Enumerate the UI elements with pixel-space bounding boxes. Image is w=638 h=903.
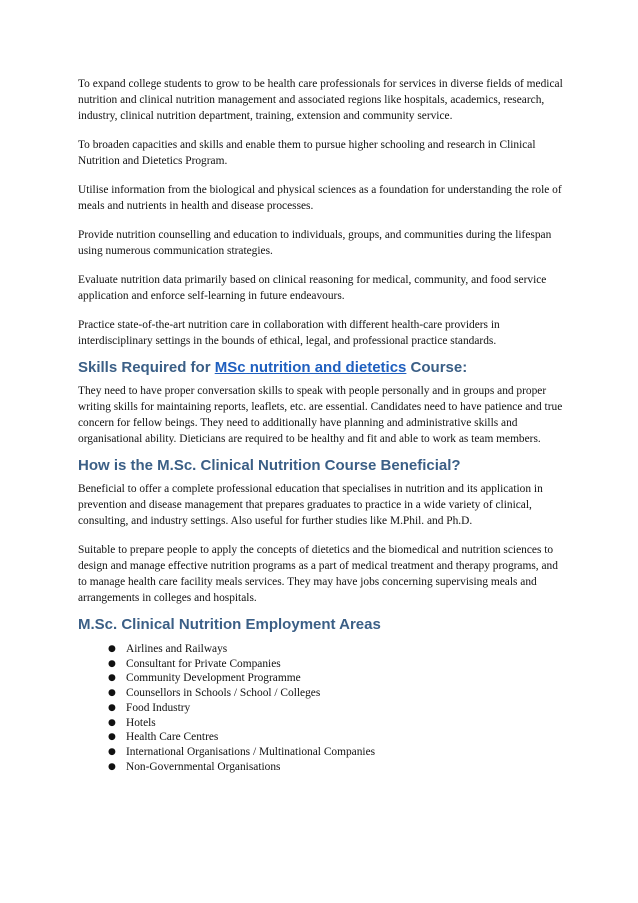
bullet-icon: ● [108,688,116,699]
document-page [78,76,564,774]
list-item-text: Community Development Programme [126,672,301,685]
bullet-icon: ● [108,644,116,654]
skills-paragraph: They need to have proper conversation skills to speak with people personally and in groups and proper writing skills for maintaining reports, leaflets, etc. are essential. Candidates need to have patience and true concern for fellow beings. They need to additionally have planning and administrative skills and organisational ability. Dieticians are required to be healthy and fit and able to work as team members. [78,385,563,445]
list-item-text: Airlines and Railways [126,643,228,655]
intro-paragraph-3: Utilise information from the biological and physical sciences as a foundation for understanding the role of meals and nutrients in health and disease processes. [78,184,562,212]
list-item [108,671,564,686]
skills-heading [78,359,564,377]
bullet-icon: ● [108,732,116,743]
bullet-icon: ● [108,658,116,669]
intro-paragraph-4: Provide nutrition counselling and education to individuals, groups, and communities during the lifespan using numerous communication strategies. [78,229,552,257]
bullet-icon: ● [108,761,116,772]
skills-heading-prefix: Skills Required for [78,359,215,376]
list-item-text: Food Industry [126,701,191,714]
list-item-text: Counsellors in Schools / School / Colleges [126,687,321,700]
list-item [108,716,564,731]
list-item-text: Health Care Centres [126,731,219,744]
bullet-icon: ● [108,673,116,684]
list-item [108,686,564,701]
list-item-text: International Organisations / Multinational Companies [126,745,376,758]
list-item-text: Consultant for Private Companies [126,657,281,670]
list-item-text: Non-Governmental Organisations [126,760,281,773]
bullet-icon: ● [108,702,116,713]
msc-nutrition-dietetics-link[interactable]: MSc nutrition and dietetics [214,359,407,376]
list-item [108,657,564,672]
list-item [108,760,564,775]
employment-list [78,642,564,774]
list-item [108,642,564,657]
intro-paragraph-6: Practice state-of-the-art nutrition care in collaboration with different health-care providers in interdisciplinary settings in the bounds of ethical, legal, and professional practice standards. [78,319,500,347]
skills-heading-suffix: Course: [406,359,468,376]
intro-paragraph-2: To broaden capacities and skills and enable them to pursue higher schooling and research in Clinical Nutrition and Dietetics Program. [78,139,536,167]
benefit-heading: How is the M.Sc. Clinical Nutrition Course Beneficial? [78,457,461,474]
list-item-text: Hotels [126,716,156,729]
employment-heading: M.Sc. Clinical Nutrition Employment Areas [78,616,381,633]
bullet-icon: ● [108,717,116,728]
bullet-icon: ● [108,746,116,757]
benefit-paragraph-2: Suitable to prepare people to apply the concepts of dietetics and the biomedical and nutrition sciences to design and manage effective nutrition programs as a part of medical treatment and therapy programs, and to manage health care facility meals services. They may have jobs concerning supervising meals and arrangements in colleges and hospitals. [78,544,558,604]
list-item [108,745,564,760]
list-item [108,730,564,745]
list-item [108,701,564,716]
intro-paragraph-1: To expand college students to grow to be health care professionals for services in diverse fields of medical nutrition and clinical nutrition management and associated regions like hospitals, academics, research, industry, clinical nutrition department, training, extension and community service. [78,78,563,122]
benefit-paragraph-1: Beneficial to offer a complete professional education that specialises in nutrition and its application in prevention and disease management that prepares graduates to practice in a wide variety of clinical, consulting, and industry settings. Also useful for further studies like M.Phil. and Ph.D. [78,483,543,527]
intro-paragraph-5: Evaluate nutrition data primarily based on clinical reasoning for medical, community, and food service application and enforce self-learning in future endeavours. [78,274,547,302]
